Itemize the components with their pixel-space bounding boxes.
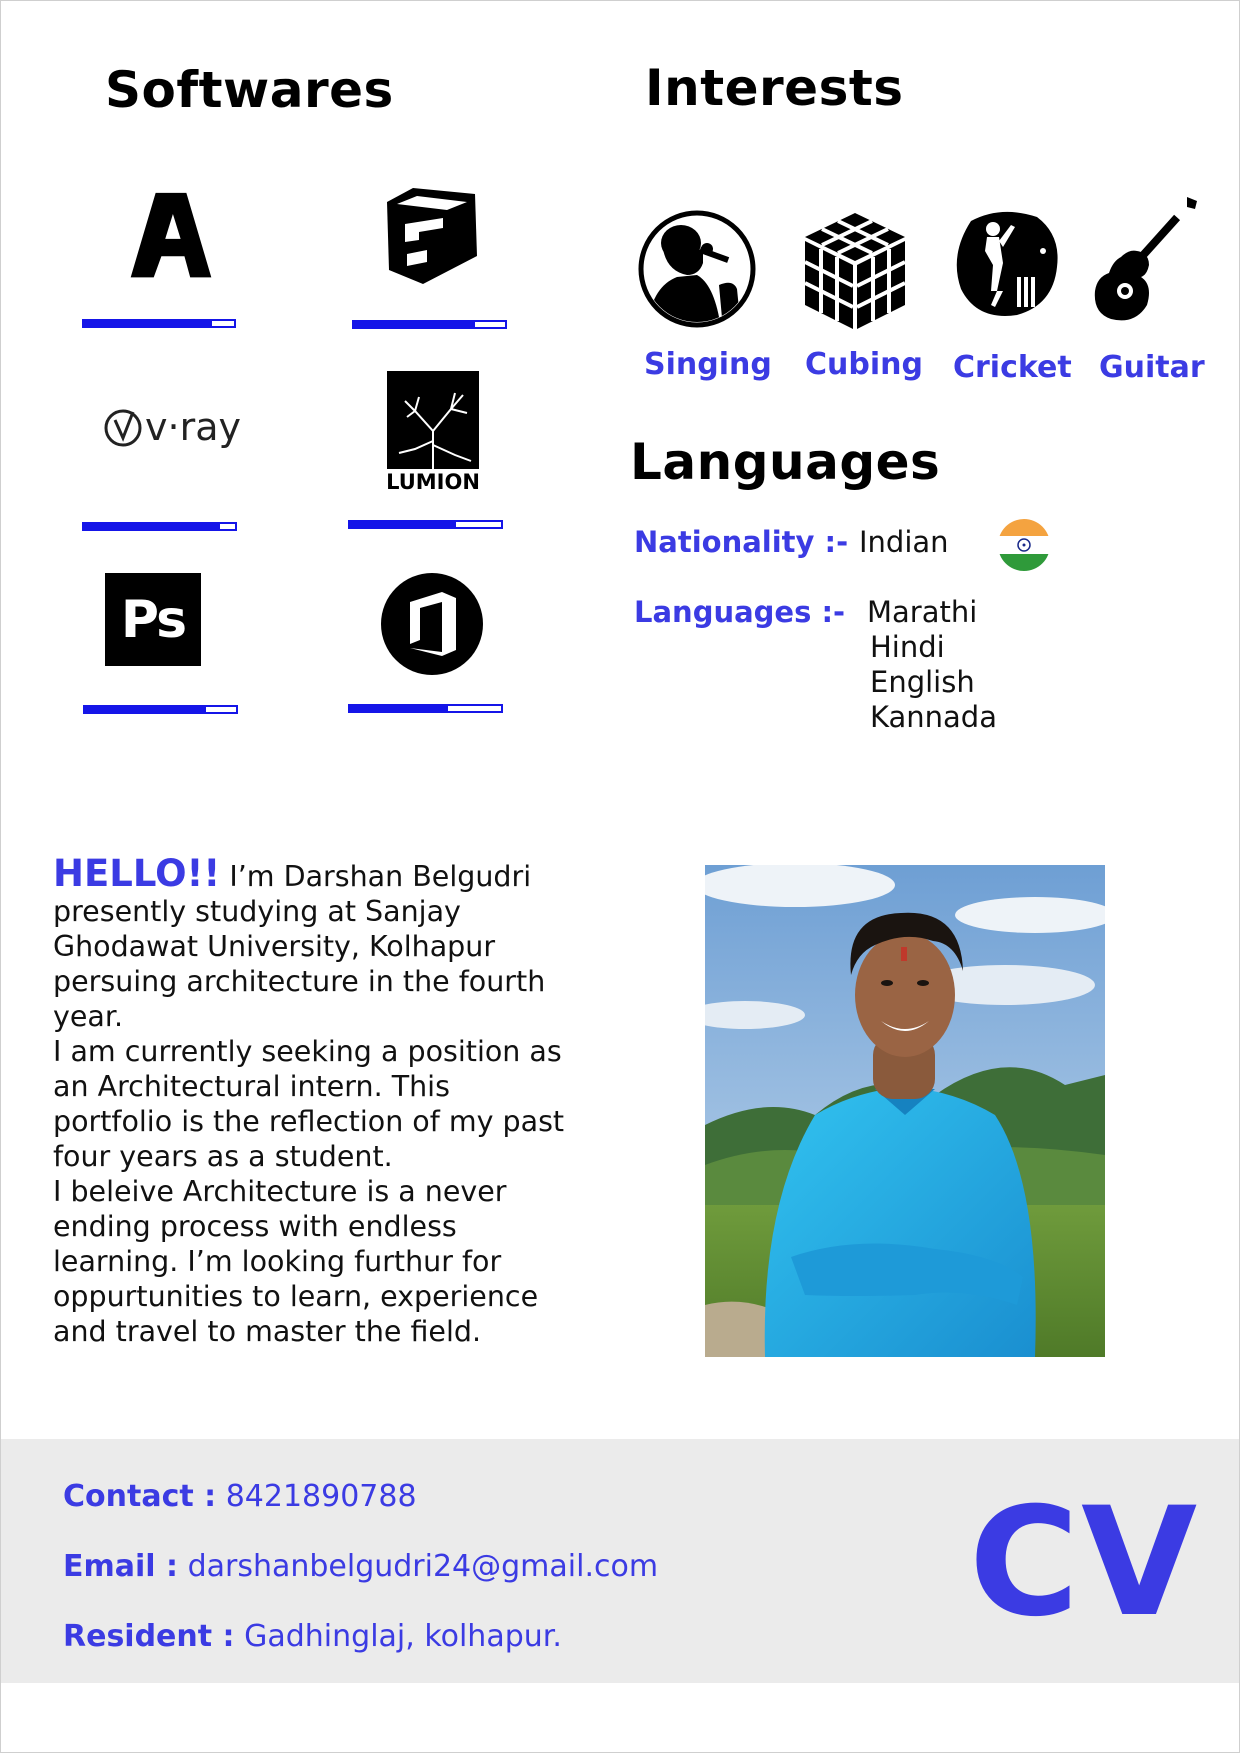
vray-skill-bar bbox=[82, 522, 237, 531]
lumion-skill-bar bbox=[348, 520, 503, 529]
sketchup-skill-bar bbox=[352, 320, 507, 329]
contact-row bbox=[63, 1479, 417, 1514]
about-body: I’m Darshan Belgudri presently studying at Sanjay Ghodawat University, Kolhapur persuing architecture in the fourth year. I am currently seeking a position as an Architectural intern. This portfolio is the reflection of my past four years as a student. I beleive Architecture is a never ending process with endless learning. I’m looking furthur for oppurtunities to learn, experience and travel to master the field. bbox=[53, 860, 565, 1348]
india-flag-icon bbox=[997, 518, 1051, 572]
guitar-icon bbox=[1091, 191, 1203, 331]
resident-row bbox=[63, 1619, 562, 1654]
email-label: Email : bbox=[63, 1549, 179, 1584]
email-value[interactable]: darshanbelgudri24@gmail.com bbox=[187, 1549, 659, 1584]
vray-logo-text: v·ray bbox=[145, 405, 241, 449]
resident-value: Gadhinglaj, kolhapur. bbox=[244, 1619, 562, 1654]
photoshop-logo-text: Ps bbox=[120, 589, 186, 650]
contact-label: Contact : bbox=[63, 1479, 217, 1514]
singer-icon bbox=[637, 209, 757, 329]
interests-heading: Interests bbox=[645, 59, 904, 117]
autocad-skill-bar bbox=[82, 319, 236, 328]
softwares-heading: Softwares bbox=[105, 61, 394, 119]
language-item: English bbox=[870, 665, 975, 699]
interest-label-guitar: Guitar bbox=[1099, 350, 1205, 385]
profile-photo bbox=[705, 865, 1105, 1357]
photoshop-icon bbox=[105, 573, 201, 666]
office-skill-bar bbox=[348, 704, 503, 713]
vray-logo bbox=[101, 399, 243, 457]
contact-value[interactable]: 8421890788 bbox=[225, 1479, 417, 1514]
language-item: Kannada bbox=[870, 700, 997, 734]
cv-title: CV bbox=[969, 1476, 1200, 1650]
photoshop-skill-bar bbox=[83, 705, 238, 714]
lumion-logo bbox=[385, 371, 481, 493]
language-item: Hindi bbox=[870, 630, 945, 664]
cricketer-icon bbox=[951, 207, 1063, 321]
email-row bbox=[63, 1549, 658, 1584]
nationality-label: Nationality :- bbox=[634, 525, 849, 559]
resident-label: Resident : bbox=[63, 1619, 235, 1654]
interest-label-singing: Singing bbox=[644, 347, 772, 382]
autocad-icon bbox=[121, 187, 221, 287]
languages-list bbox=[867, 595, 997, 735]
hello-greeting: HELLO!! bbox=[53, 852, 221, 895]
about-text bbox=[53, 852, 573, 1349]
languages-heading: Languages bbox=[630, 433, 941, 491]
language-item: Marathi bbox=[867, 595, 978, 629]
rubiks-cube-icon bbox=[795, 209, 915, 333]
office-icon bbox=[379, 571, 485, 677]
interest-label-cubing: Cubing bbox=[805, 347, 923, 382]
sketchup-icon bbox=[381, 183, 485, 289]
interest-label-cricket: Cricket bbox=[953, 350, 1072, 385]
lumion-logo-text: LUMION bbox=[386, 470, 480, 493]
nationality-value: Indian bbox=[859, 525, 949, 559]
languages-label: Languages :- bbox=[634, 595, 846, 629]
